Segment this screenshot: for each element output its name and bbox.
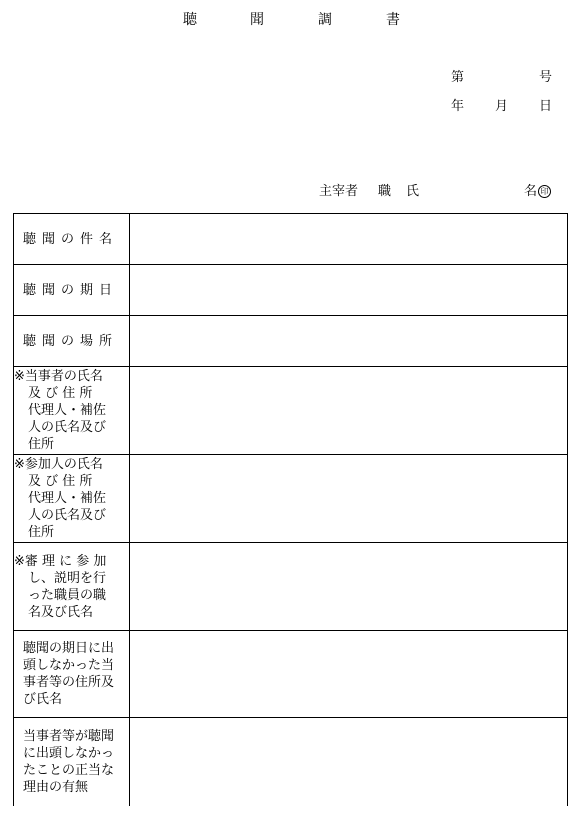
- job-label: 職: [378, 184, 392, 199]
- row-label-line: に出頭しなかっ: [23, 745, 115, 761]
- hearing-place-field[interactable]: [130, 316, 568, 367]
- row-label-line: 住所: [28, 525, 55, 540]
- row-label-line: 代理人・補佐: [28, 491, 107, 506]
- seal-icon: 印: [538, 185, 551, 198]
- row-label-cell: [14, 718, 130, 806]
- row-label-hearing-place: 聴聞の場所: [23, 333, 119, 349]
- row-label-line: 頭しなかった当: [23, 658, 115, 673]
- row-label-line: し、説明を行: [28, 570, 107, 586]
- name-suffix: 名: [524, 184, 538, 199]
- row-label-line: 当事者等が聴聞: [23, 728, 115, 744]
- row-label-line: った職員の職: [28, 587, 107, 603]
- row-label-line: 住所: [28, 437, 55, 452]
- party-names-field[interactable]: [130, 367, 568, 455]
- table-row: [14, 265, 568, 316]
- title-char-2: 聞: [250, 12, 264, 28]
- table-row: [14, 367, 568, 455]
- staff-names-field[interactable]: [130, 543, 568, 631]
- title-char-4: 書: [386, 12, 400, 28]
- row-label-cell: [14, 631, 130, 718]
- row-label-cell: [14, 367, 130, 455]
- row-label-line: 人の氏名及び: [28, 420, 107, 435]
- date-year: 年: [451, 99, 465, 114]
- row-label-line: 代理人・補佐: [28, 403, 107, 418]
- table-row: [14, 455, 568, 543]
- row-label-line: 人の氏名及び: [28, 508, 107, 523]
- row-label-line: 聴聞の期日に出: [23, 641, 115, 656]
- case-name-field[interactable]: [130, 214, 568, 265]
- row-label-line: ※審 理 に 参 加: [14, 553, 107, 569]
- table-row: [14, 718, 568, 806]
- row-label-case-name: 聴聞の件名: [23, 231, 119, 247]
- row-label-line: 理由の有無: [23, 779, 89, 795]
- table-row: [14, 631, 568, 718]
- hearing-date-field[interactable]: [130, 265, 568, 316]
- row-label-cell: [14, 543, 130, 631]
- name-label: 氏: [406, 184, 420, 199]
- table-row: [14, 316, 568, 367]
- name-seal: [524, 180, 551, 199]
- row-label-cell: [14, 316, 130, 367]
- table-row: [14, 543, 568, 631]
- title-char-1: 聴: [183, 12, 197, 28]
- number-dai: 第: [451, 70, 465, 85]
- title-char-3: 調: [318, 12, 332, 28]
- number-go: 号: [539, 70, 553, 85]
- row-label-cell: [14, 214, 130, 265]
- row-label-line: び氏名: [23, 692, 63, 707]
- table-row: [14, 214, 568, 265]
- participant-names-field[interactable]: [130, 455, 568, 543]
- justification-field[interactable]: [130, 718, 568, 806]
- presider-label: 主宰者: [319, 184, 359, 199]
- date-day: 日: [539, 99, 553, 114]
- row-label-line: 及 び 住 所: [28, 474, 93, 489]
- row-label-hearing-date: 聴聞の期日: [23, 282, 119, 298]
- date-month: 月: [495, 99, 509, 114]
- row-label-line: たことの正当な: [23, 762, 115, 778]
- row-label-line: 事者等の住所及: [23, 675, 115, 690]
- hearing-record-table: [13, 213, 568, 806]
- row-label-line: ※参加人の氏名: [14, 457, 103, 472]
- row-label-line: 名及び氏名: [28, 604, 94, 620]
- absent-parties-field[interactable]: [130, 631, 568, 718]
- row-label-line: 及 び 住 所: [28, 386, 93, 401]
- row-label-cell: [14, 455, 130, 543]
- row-label-cell: [14, 265, 130, 316]
- row-label-line: ※当事者の氏名: [14, 369, 103, 384]
